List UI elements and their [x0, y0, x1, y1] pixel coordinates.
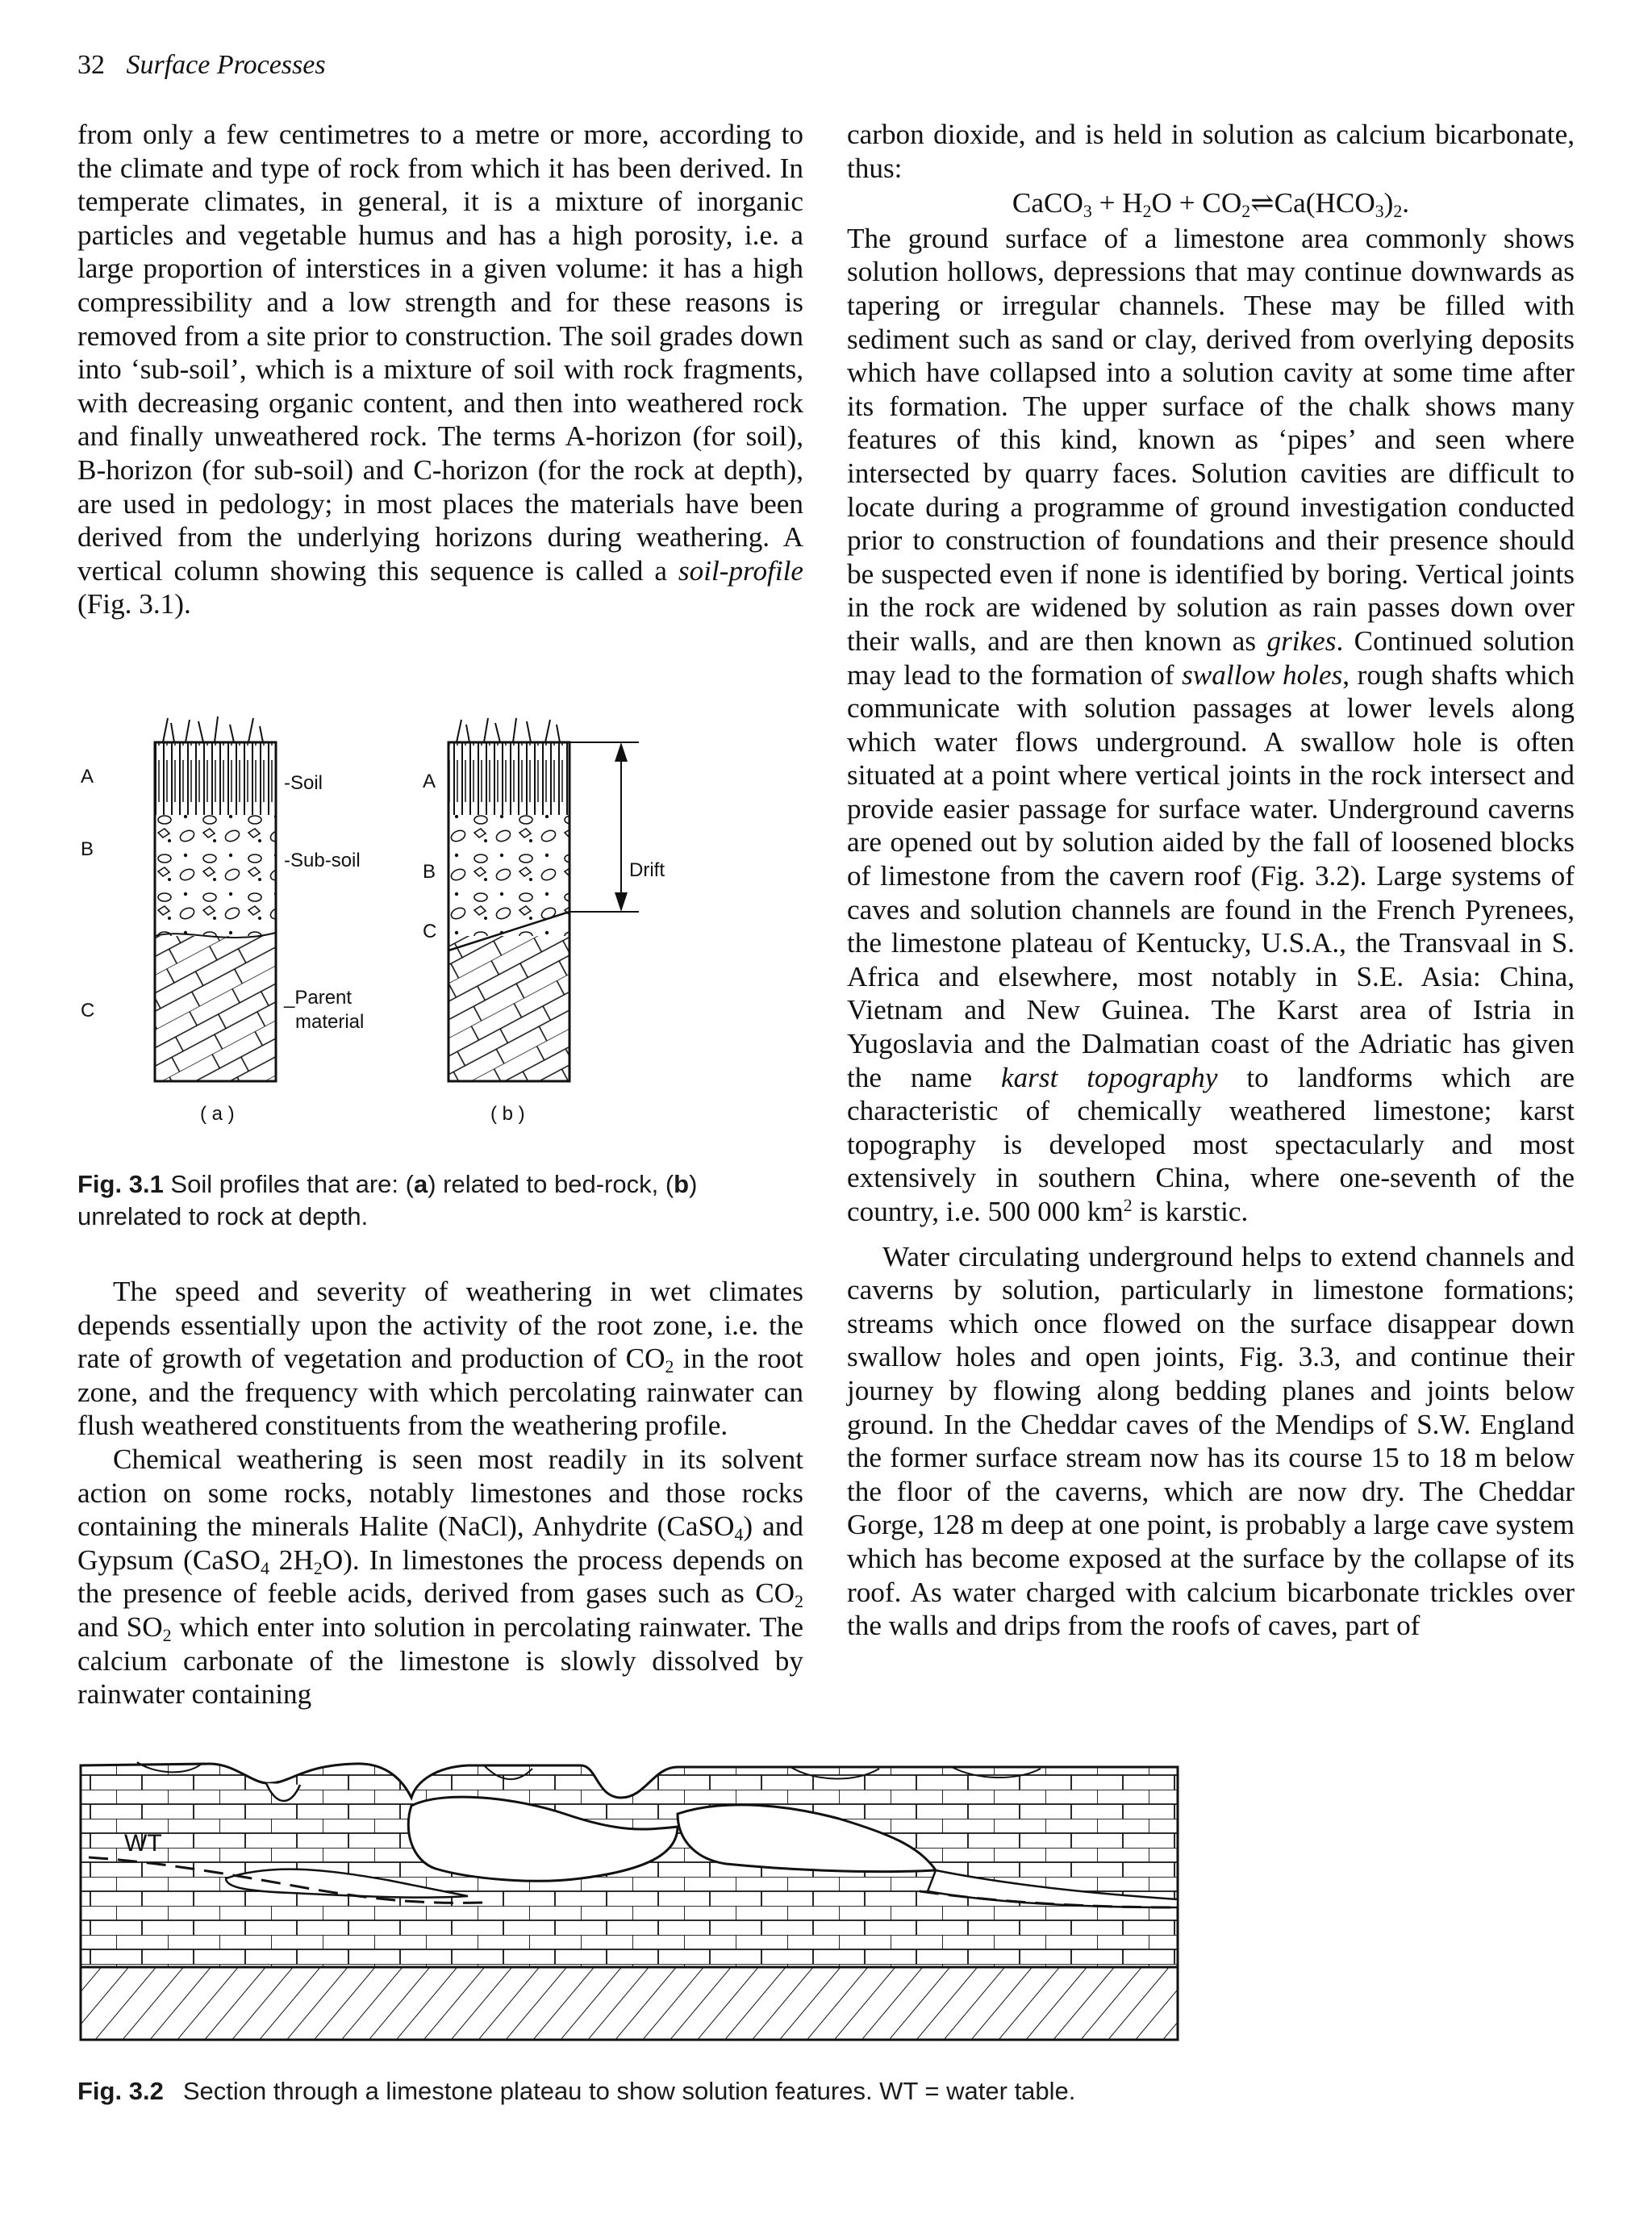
figure-3-2-caption-label: Fig. 3.2 [77, 2077, 164, 2105]
right-column [847, 118, 1575, 1643]
fig1b-panel-label: ( b ) [490, 1103, 525, 1125]
term-karst-topography: karst topography [1000, 1061, 1218, 1093]
left-column [77, 118, 803, 621]
panel-b-soil-column [448, 718, 639, 1081]
figure-3-2-caption [77, 2075, 1449, 2108]
fig1a-label-C: C [81, 1000, 95, 1021]
fig1b-label-B: B [423, 861, 436, 883]
fig1b-label-C: C [423, 921, 437, 942]
term-grikes: grikes [1266, 625, 1337, 657]
running-title: Surface Processes [126, 50, 326, 80]
term-soil-profile: soil-profile [678, 554, 803, 587]
term-swallow-holes: swallow holes [1182, 658, 1343, 691]
left-column-lower [77, 1275, 803, 1711]
fig1a-panel-label: ( a ) [200, 1103, 235, 1125]
fig1b-label-A: A [423, 771, 436, 792]
figure-3-2-limestone-section [65, 1749, 1194, 2056]
figure-3-1-caption-label: Fig. 3.1 [77, 1170, 164, 1198]
running-header [77, 50, 326, 81]
paragraph-limestone-solution: The ground surface of a limestone area commonly shows solution hollows, depressions that may continue downwards as tapering or irregular channels. These may be filled with sediment such as sand or clay, derived from overlying deposits which have collapsed into a solution cavity at some time after its formation. The upper surface of the chalk shows many features of this kind, known as ‘pipes’ and seen where intersected by quarry faces. Solution cavities are difficult to locate during a programme of ground investigation conducted prior to construction of foundations and their presence should be suspected even if none is identified by boring. Vertical joints in the rock are widened by solution as rain passes down over their walls, and are then known as grikes. Continued solution may lead to the formation of swallow holes, rough shafts which communicate with solution passages at lower levels along which water flows underground. A swallow hole is often situated at a point where vertical joints in the rock intersect and provide easier passage for surface water. Underground caverns are opened out by solution aided by the fall of loosened blocks of limestone from the cavern roof (Fig. 3.2). Large systems of caves and solution channels are found in the French Pyrenees, the limestone plateau of Kentucky, U.S.A., the Transvaal in S. Africa and elsewhere, most notably in S.E. Asia: China, Vietnam and New Guinea. The Karst area of Istria in Yugoslavia and the Dalmatian coast of the Adriatic has given the name karst topography to landforms which are characteristic of chemically weathered limestone; karst topography is developed most spectacularly and most extensively in southern China, where one-seventh of the country, i.e. 500 000 $km^2$ is karstic. [847, 222, 1575, 1227]
fig1a-parent-label-1: _Parent [284, 987, 353, 1009]
fig1a-parent-label-2: material [295, 1011, 365, 1033]
paragraph-root-zone: The speed and severity of weathering in wet climates depends essentially upon the activity of the root zone, i.e. the rate of growth of vegetation and production of $CO_2$ in the root zone, and the frequency with which percolating rainwater can flush weathered constituents from the weathering profile. [77, 1276, 803, 1442]
fig1b-drift-label: Drift [629, 859, 665, 881]
fig1a-label-A: A [81, 766, 94, 787]
paragraph-soil-profile: from only a few centimetres to a metre or more, according to the climate and type of rock from which it has been derived. In temperate climates, in general, it is a mixture of inorganic particles and vegetable humus and has a high porosity, i.e. a large proportion of interstices in a given volume: it has a high compressibility and a low strength and for these reasons is removed from a site prior to construction. The soil grades down into ‘sub-soil’, which is a mixture of soil with rock fragments, with decreasing organic content, and then into weathered rock and finally unweathered rock. The terms A-horizon (for soil), B-horizon (for sub-soil) and C-horizon (for the rock at depth), are used in pedology; in most places the materials have been derived from the underlying horizons during weathering. A vertical column showing this sequence is called a soil-profile (Fig. 3.1). [77, 119, 803, 620]
fig1a-soil-label: -Soil [284, 772, 323, 794]
chemical-equation: CaCO$_3$ + $H_2O$ + $CO_2\rightleftharpoons Ca(HCO_3)_2$. [1012, 187, 1410, 222]
panel-a-soil-column [155, 716, 276, 1081]
paragraph-carbon-dioxide: carbon dioxide, and is held in solution as calcium bicarbonate, thus: [847, 119, 1575, 184]
page-number: 32 [77, 50, 105, 80]
figure-3-1-caption: Fig. 3.1 Soil profiles that are: (a) related to bed-rock, (b) unrelated to rock at depth. [77, 1170, 698, 1230]
fig1a-subsoil-label: -Sub-soil [284, 850, 361, 871]
figure-3-1-soil-profiles [65, 694, 791, 1146]
figure-3-2-caption-text: Section through a limestone plateau to show solution features. WT = water table. [182, 2077, 1076, 2105]
fig2-wt-label: WT [124, 1830, 162, 1857]
fig1a-label-B: B [81, 838, 94, 860]
paragraph-chemical-weathering: Chemical weathering is seen most readily in its solvent action on some rocks, notably limestones and those rocks containing the minerals Halite (NaCl), Anhydrite (CaSO$_4$) and Gypsum (CaSO$_4$ $2H_2O$). In limestones the process depends on the presence of feeble acids, derived from gases such as $CO_2$ and $SO_2$ which enter into solution in percolating rainwater. The calcium carbonate of the limestone is slowly dissolved by rainwater containing [77, 1443, 803, 1711]
paragraph-underground-water: Water circulating underground helps to extend channels and caverns by solution, particularly in limestone formations; streams which once flowed on the surface disappear down swallow holes and open joints, Fig. 3.3, and continue their journey by flowing along bedding planes and joints below ground. In the Cheddar caves of the Mendips of S.W. England the former surface stream now has its course 15 to 18 m below the floor of the caverns, which are now dry. The Cheddar Gorge, 128 m deep at one point, is probably a large cave system which has become exposed at the surface by the collapse of its roof. As water charged with calcium bicarbonate trickles over the walls and drips from the roofs of caves, part of [847, 1240, 1575, 1642]
